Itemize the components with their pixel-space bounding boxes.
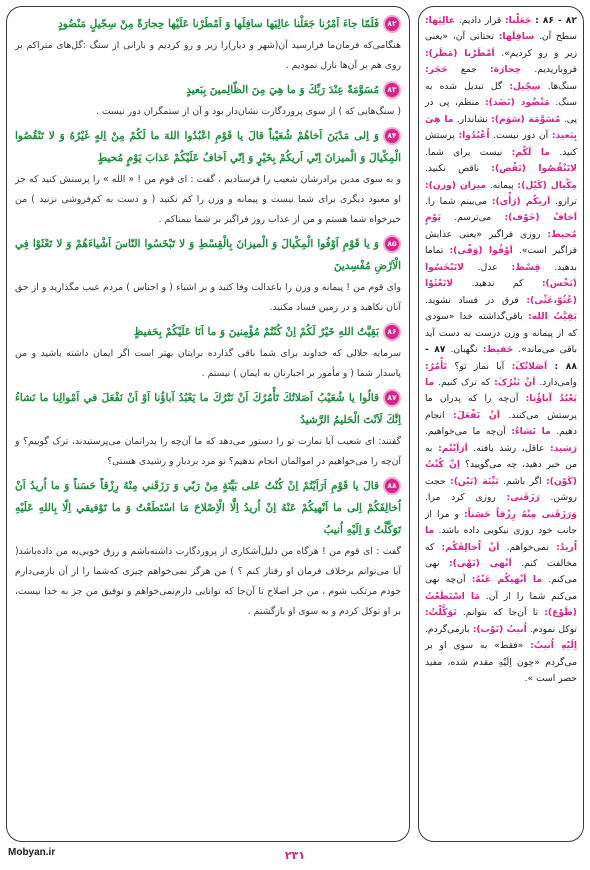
glossary-definition: پرستش کنید.	[425, 130, 577, 158]
glossary-definition: نگهبان.	[445, 344, 483, 356]
glossary-definition: سطح آن.	[534, 31, 578, 43]
glossary-definition: حجت روشن.	[425, 475, 577, 504]
verse-number-badge: ۸۸	[383, 477, 401, 495]
glossary-term: رَشید:	[549, 442, 577, 454]
glossary-definition: پیمانه.	[486, 179, 518, 191]
glossary-definition: بازمی‌گردم.	[425, 623, 473, 635]
glossary-term: مَا اسْتَطَعْتُ (طَوْع):	[425, 590, 577, 619]
glossary-term: لاتَنْقُصُوا (نَقْص):	[491, 163, 577, 175]
glossary-term: ۸۲ - ۸۶ :	[535, 15, 577, 26]
verse-arabic-text: قالَ يا قَوْمِ اَرَاَيْتُمْ اِنْ كُنْتُ عَلی بَيِّنَةٍ مِنْ رَبّي وَ رَزَقَني مِنْهُ رِزْقاً حَسَناً وَ ما اُريدُ اَنْ اُخالِفَكُمْ اِلی ما اَنْهيكُمْ عَنْهُ اِنْ اُريدُ اِلَّا الْاِصْلاحَ مَا اسْتَطَعْتُ وَ ما تَوْفيقي اِلّا بِاللهِ عَلَيْهِ تَوَكَّلْتُ وَ اِلَيْهِ اُنيبُ	[15, 480, 401, 536]
glossary-definition: باقی‌گذاشته خدا «سودی که از پیمانه و وزن درست به دست آید باقی می‌ماند».	[425, 311, 578, 356]
glossary-definition: نیست برای شما.	[425, 146, 512, 158]
glossary-term: مِکْیال (کَیْل):	[517, 179, 577, 191]
glossary-definition: «فقط» به سوی او بر می‌گردم «چون اِلَیْهِ مقدم شده، مفید حصر است ».	[425, 640, 577, 685]
glossary-term: تَوَکَّلْتُ:	[425, 607, 457, 619]
glossary-term: اُنیبُ (نَوْب):	[472, 623, 527, 635]
glossary-definition: عاقل، رشد یافته.	[467, 442, 550, 454]
glossary-term: لاتَعْثَوْا (عُثُوّ،عَثْی):	[425, 278, 577, 306]
glossary-term: اَخافُ (خَوْف):	[504, 212, 578, 224]
glossary-term: اَوْفُوا (وَفْی):	[449, 245, 513, 257]
verse-arabic-text: مُسَوَّمَةً عِنْدَ رَبِّكَ وَ ما هِيَ مِنَ الظّالِمينَ بِبَعيدٍ	[186, 84, 379, 96]
glossary-term: ما یَعْبُدُ آباؤُنا:	[425, 376, 577, 405]
verse-number-badge: ۸۶	[383, 323, 401, 341]
verse-number-badge: ۸۷	[383, 389, 401, 407]
glossary-definition: آن‌چه ما می‌خواهیم.	[425, 426, 512, 438]
glossary-term: سافِلَها:	[498, 31, 535, 43]
glossary-term: جَعَلْنا:	[505, 15, 532, 26]
verse-arabic	[15, 79, 401, 101]
verse-translation: و به سوی مدین برادرشان شعیب را فرستادیم ، گفت : ای قوم من ! « الله » را پرستش کنید که جز او معبود دیگری برای شما نیست و پیمانه و وزن را کم نکنید ( و دست به کم‌فروشی نزنید ) من خیرخواه شما هستم و من از عذاب روز فراگیر بر شما بیمناکم .	[15, 174, 401, 225]
glossary-panel	[418, 6, 584, 842]
verse-translation: سرمایه حلالی که خداوند برای شما باقی گذارده برایتان بهتر است اگر ایمان داشته باشید و من پاسدار شما ( و مأمور بر اجبارتان به ایمان ) نیستم .	[15, 348, 401, 379]
verse-arabic-text: بَقِيَّتُ اللهِ خَيْرٌ لَكُمْ اِنْ كُنْتُمْ مُؤْمِنينَ وَ ما اَنَا عَلَيْكُمْ بِحَفيظٍ	[133, 326, 379, 338]
verse-arabic	[15, 125, 401, 169]
glossary-definition: تماما بدهید.	[425, 245, 577, 273]
glossary-term: میزان (وزن):	[425, 179, 487, 191]
glossary-term: عالِیَها:	[425, 15, 456, 26]
glossary-definition: می‌ترسم.	[440, 212, 505, 224]
glossary-term: اَنْ نَتْرُکَ:	[494, 376, 536, 388]
glossary-definition: نشاندار.	[453, 113, 492, 125]
glossary-term: ما لَکُم:	[511, 146, 550, 158]
glossary-definition: ترازو.	[550, 195, 577, 207]
verse-arabic-text: فَلَمّا جاءَ اَمْرُنا جَعَلْنا عالِيَها سافِلَها وَ اَمْطَرْنا عَلَيْها حِجارَةً مِنْ سِجّيلٍ مَنْضُودٍ	[58, 18, 379, 30]
glossary-definition: ناقص نکنید.	[425, 163, 492, 175]
verse-translation: وای قوم من ! پیمانه و وزن را باعدالت وفا کنید و بر اشیاء ( و اجناس ) مردم عیب مگذارید و از حق آنان نکاهید و در زمین فساد مکنید.	[15, 282, 401, 313]
glossary-definition: می‌بینم شما را.	[425, 195, 492, 207]
glossary-term: مَنْضُود (نَضَد):	[484, 97, 550, 109]
glossary-term: اِنْ کُنْتُ (کَوْن):	[425, 459, 577, 487]
glossary-term: اَنْ نَفْعَلَ:	[453, 409, 500, 421]
verse-arabic	[15, 475, 401, 541]
glossary-definition: آن دور نیست.	[489, 130, 552, 142]
glossary-definition: اگر باشم.	[498, 475, 546, 487]
glossary-text	[425, 13, 577, 688]
glossary-definition: تحتانی آن، «یعنی زیر و رو کردیم».	[425, 31, 577, 59]
glossary-definition: آیا نماز تو؟	[446, 360, 512, 372]
glossary-term: اَنْهی (نَهْی):	[448, 557, 512, 569]
page-number: ۲۳۱	[284, 849, 306, 862]
glossary-term: بَیِّنَة (بَیْن):	[450, 475, 499, 487]
verse-number-badge: ۸۵	[383, 235, 401, 253]
glossary-definition: کم ندهید.	[453, 278, 542, 290]
verse-translation: ( سنگ‌هایی که ) از سوی پروردگارت نشان‌دار بود و آن از ستمگران دور نیست .	[95, 106, 401, 117]
glossary-term: ما اُریدُ:	[425, 525, 577, 553]
glossary-definition: روزی فراگیر «یعنی عذابش فراگیر است».	[425, 228, 578, 257]
verse-number-badge: ۸۲	[383, 15, 401, 33]
glossary-definition: آن‌چه نهی می‌کنم شما را از آن.	[425, 574, 578, 602]
glossary-definition: فرق در فساد نشوید.	[425, 294, 527, 306]
verse-translation: گفت : ای قوم من ! هرگاه من دلیل‌آشکاری از پروردگارت داشته‌باشم و رزق خوبی‌به من داده‌باشد( آیا می‌توانم برخلاف فرمان او رفتار کنم ؟ ) من هرگز نمی‌خواهم چیزی که‌شما را از آن بازمی‌دارم خودم مرتکب شوم ، من جز اصلاح تا آن‌جا که توانایی دارم‌نمی‌خواهم و توفیق من جز به خدا نیست، بر او توکل کردم و به سوی او بازگشتم .	[15, 546, 401, 617]
glossary-term: ما اَنْهیکُم عَنْهُ:	[471, 574, 543, 586]
glossary-term: ۸۷ - ۸۸ :	[425, 344, 578, 372]
verse-arabic-text: وَ اِلی مَدْيَنَ اَخاهُمْ شُعَيْباً قالَ يا قَوْمِ اعْبُدُوا اللهَ ما لَكُمْ مِنْ اِلهٍ غَيْرُهُ وَ لا تَنْقُصُوا الْمِكْيالَ وَ الْميزانَ اِنّي اَريكُمْ بِخَيْرٍ وَ اِنّي اَخافُ عَلَيْكُمْ عَذابَ يَوْمٍ مُحيطٍ	[15, 130, 401, 164]
glossary-definition: گل تبدیل شده به سنگ.	[425, 80, 577, 109]
verse-arabic	[15, 321, 401, 343]
verse-arabic	[15, 13, 401, 35]
glossary-definition: نهی می‌کنم.	[425, 557, 577, 586]
glossary-definition: جمع	[447, 64, 490, 76]
glossary-term: رَزَقَنی:	[506, 492, 540, 504]
glossary-term: سِجّیل:	[509, 80, 541, 92]
glossary-definition: فروباریدیم.	[521, 64, 577, 76]
verse-translation: هنگامی‌که فرمان‌ما فرارسید آن(شهر و دیار)را زیر و رو کردیم و بارانی از سنگ :گل‌های متراکم بر روی هم بر آن‌ها نازل نمودیم .	[15, 40, 401, 71]
glossary-term: حَفیظ:	[482, 344, 514, 356]
glossary-term: یَوْمٍ مُحیط:	[425, 212, 577, 240]
glossary-term: لاتَبْخَسُوا (بَخْس):	[425, 261, 577, 290]
glossary-term: اِلَیْهِ اُنیبُ:	[530, 640, 578, 652]
glossary-definition: که مخالفت کنم.	[425, 541, 577, 569]
glossary-term: قِسْط:	[511, 261, 541, 273]
verse-number-badge: ۸۳	[383, 81, 401, 99]
glossary-term: مُسَوَّمَة (سَوَم):	[491, 113, 561, 125]
glossary-definition: که ترک کنیم.	[434, 376, 495, 388]
verse-arabic	[15, 233, 401, 277]
glossary-definition: منظم، پی در پی.	[425, 97, 577, 125]
glossary-definition: وامی‌دارد.	[535, 376, 577, 388]
glossary-term: بَقِیَّتُ الله:	[528, 311, 577, 323]
glossary-definition: و مرا از جانب خود روزی نیکویی داده باشد.	[425, 508, 577, 537]
glossary-definition: توکل نمودم.	[526, 623, 577, 635]
glossary-definition: نمی‌خواهم.	[499, 541, 557, 553]
verse-number-badge: ۸۴	[383, 127, 401, 145]
glossary-definition: سنگ‌ها.	[540, 80, 577, 92]
site-watermark: Mobyan.ir	[8, 847, 56, 858]
glossary-term: اَنْ اُخالِفَکُم:	[441, 541, 500, 553]
glossary-term: اَصَلاتُکَ:	[511, 360, 548, 372]
glossary-definition: عدل.	[463, 261, 512, 273]
glossary-term: اُعْبُدُوا:	[458, 130, 490, 142]
glossary-definition: روزی کرد مرا.	[425, 492, 507, 504]
verse-arabic-text: قالُوا يا شُعَيْبُ اَصَلاتُكَ تَأْمُرُكَ اَنْ نَتْرُكَ ما يَعْبُدُ آباؤُنا اَوْ اَنْ نَفْعَلَ في اَمْوالِنا ما نَشاءُ اِنَّكَ لَاَنْتَ الْحَليمُ الرَّشيدُ	[15, 392, 401, 426]
verses-panel	[6, 6, 410, 842]
glossary-term: ما نَشاءُ:	[511, 426, 551, 438]
glossary-term: تَأْمُرُ:	[425, 360, 447, 372]
glossary-term: ما هِیَ بِبَعید:	[425, 113, 577, 142]
verse-arabic	[15, 387, 401, 431]
glossary-definition: به من خبر دهید، چه می‌گویید؟	[425, 442, 577, 471]
verse-translation: گفتند: ای شعیب آیا نمازت تو را دستور می‌دهد که ما آن‌چه را پدرانمان می‌پرستیدند، ترک گوییم؟ و آن‌چه را می‌خواهیم در اموالمان انجام ندهیم؟ تو مرد بردبار و رشیدی هستی؟	[15, 436, 401, 467]
glossary-term: حِجارَة:	[490, 64, 522, 76]
glossary-term: اَرَاَیْتُم:	[438, 442, 468, 454]
glossary-definition: قرار دادیم.	[455, 15, 505, 26]
verse-arabic-text: وَ يا قَوْمِ اَوْفُوا الْمِكْيالَ وَ الْميزانَ بِالْقِسْطِ وَ لا تَبْخَسُوا النّاسَ اَشْياءَهُمْ وَ لا تَعْثَوْا فِي الْاَرْضِ مُفْسِدينَ	[15, 238, 401, 272]
glossary-definition: تا آن‌جا که بتوانم.	[456, 607, 545, 619]
glossary-term: اَمْطَرْنا (مَطَر):	[425, 47, 495, 59]
glossary-term: حَجَر:	[425, 64, 448, 76]
glossary-term: وَرَزَقَنی مِنْهُ رِزْقاً حَسَناً:	[463, 508, 577, 520]
glossary-term: اَریکُم (رَأْی):	[491, 195, 551, 207]
glossary-definition: آن‌چه را که پدران ما پرستش می‌کنند.	[425, 393, 577, 421]
glossary-definition: انجام دهیم.	[425, 409, 577, 438]
